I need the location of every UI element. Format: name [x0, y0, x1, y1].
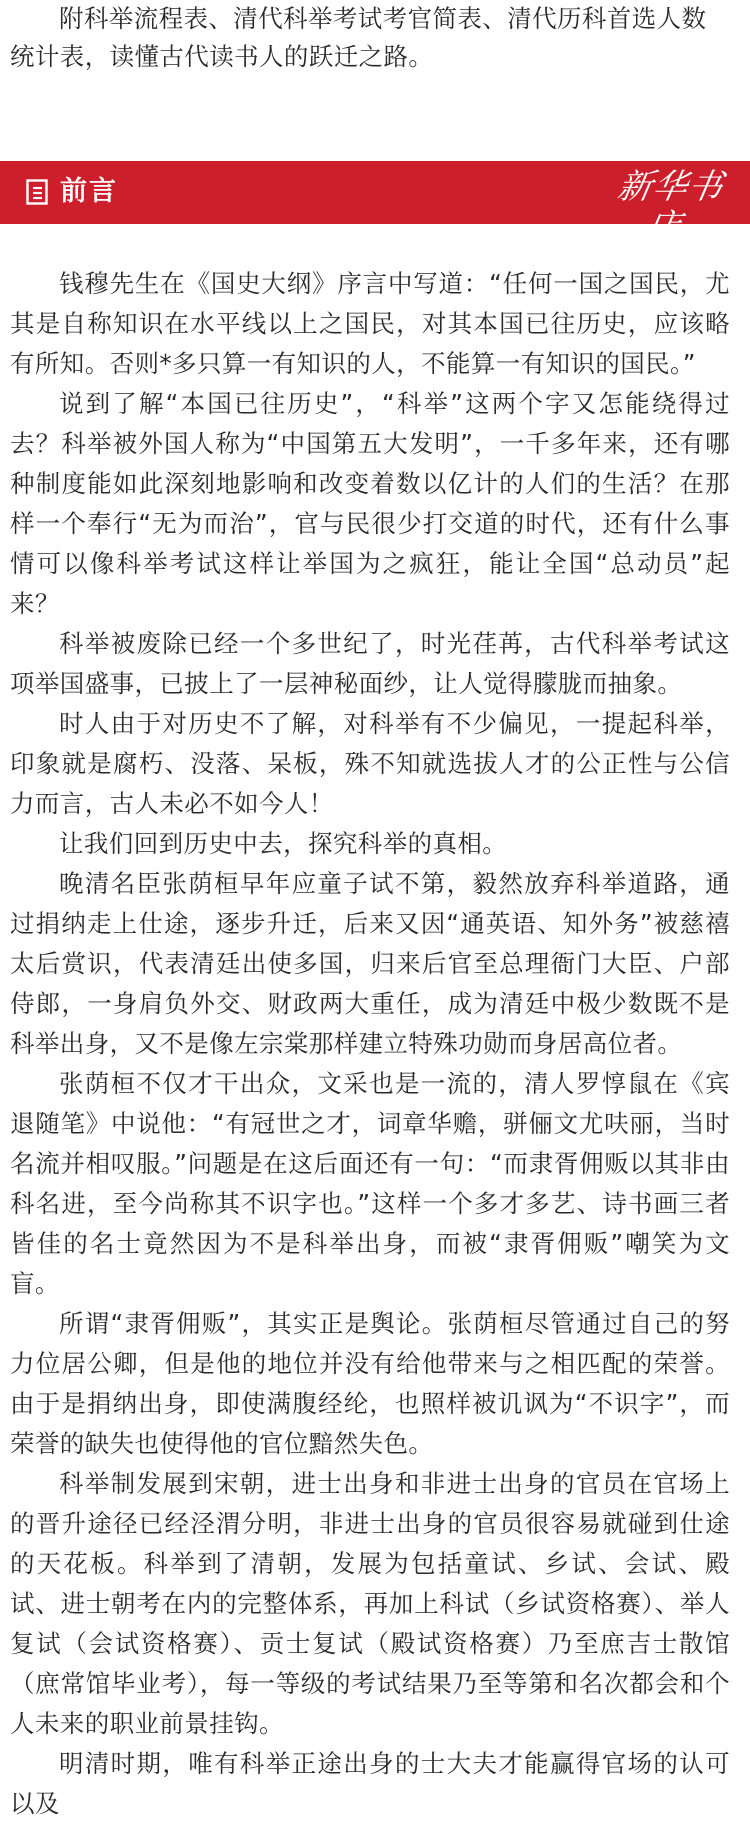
paragraph: 时人由于对历史不了解，对科举有不少偏见，一提起科举，印象就是腐朽、没落、呆板，殊不知就选拔人才的公正性与公信力而言，古人未必不如今人！: [10, 709, 730, 818]
xinhua-bookstore-logo: [602, 167, 732, 255]
paragraph: 所谓“隶胥佣贩”，其实正是舆论。张荫桓尽管通过自己的努力位居公卿，但是他的地位并没有给他带来与之相匹配的荣誉。由于是捐纳出身，即使满腹经纶，也照样被讥讽为“不识字”，而荣誉的缺失也使得他的官位黯然失色。: [10, 1309, 730, 1458]
paragraph: 张荫桓不仅才干出众，文采也是一流的，清人罗惇鼠在《宾退随笔》中说他：“有冠世之才，词章华赡，骈俪文尤呋丽，当时名流并相叹服。”问题是在这后面还有一句：“而隶胥佣贩以其非由科名进，至今尚称其不识字也。”这样一个多才多艺、诗书画三者皆佳的名士竟然因为不是科举出身，而被“隶胥佣贩”嘲笑为文盲。: [10, 1069, 730, 1298]
section-title: 前言: [60, 176, 118, 207]
paragraph: 钱穆先生在《国史大纲》序言中写道：“任何一国之国民，尤其是自称知识在水平线以上之国民，对其本国已往历史，应该略有所知。否则*多只算一有知识的人，不能算一有知识的国民。”: [10, 269, 730, 378]
logo-english: XINHUA BOOKSTORE: [618, 248, 716, 255]
section-banner: [0, 161, 750, 255]
preface-article: [10, 264, 730, 1824]
paragraph: 明清时期，唯有科举正途出身的士大夫才能赢得官场的认可以及: [10, 1749, 730, 1818]
paragraph: 让我们回到历史中去，探究科举的真相。: [59, 829, 508, 858]
logo-chinese: 新华书店: [614, 167, 727, 247]
intro-paragraph: 附科举流程表、清代科举考试考官简表、清代历科首选人数统计表，读懂古代读书人的跃迁之路。: [10, 4, 707, 71]
paragraph: 科举被废除已经一个多世纪了，时光荏苒，古代科举考试这项举国盛事，已披上了一层神秘面纱，让人觉得朦胧而抽象。: [10, 629, 730, 698]
paragraph: 科举制发展到宋朝，进士出身和非进士出身的官员在官场上的晋升途径已经泾渭分明，非进士出身的官员很容易就碰到仕途的天花板。科举到了清朝，发展为包括童试、乡试、会试、殿试、进士朝考在内的完整体系，再加上科试（乡试资格赛）、举人复试（会试资格赛）、贡士复试（殿试资格赛）乃至庶吉士散馆（庶常馆毕业考），每一等级的考试结果乃至等第和名次都会和个人未来的职业前景挂钩。: [10, 1469, 730, 1738]
paragraph: 说到了解“本国已往历史”，“科举”这两个字又怎能绕得过去？科举被外国人称为“中国第五大发明”，一千多年来，还有哪种制度能如此深刻地影响和改变着数以亿计的人们的生活？在那样一个奉行“无为而治”，官与民很少打交道的时代，还有什么事情可以像科举考试这样让举国为之疯狂，能让全国“总动员”起来？: [10, 389, 730, 618]
paragraph: 晚清名臣张荫桓早年应童子试不第，毅然放弃科举道路，通过捐纳走上仕途，逐步升迁，后来又因“通英语、知外务”被慈禧太后赏识，代表清廷出使多国，归来后官至总理衙门大臣、户部侍郎，一身肩负外交、财政两大重任，成为清廷中极少数既不是科举出身，又不是像左宗棠那样建立特殊功勋而身居高位者。: [10, 869, 730, 1058]
document-icon: [26, 179, 48, 205]
